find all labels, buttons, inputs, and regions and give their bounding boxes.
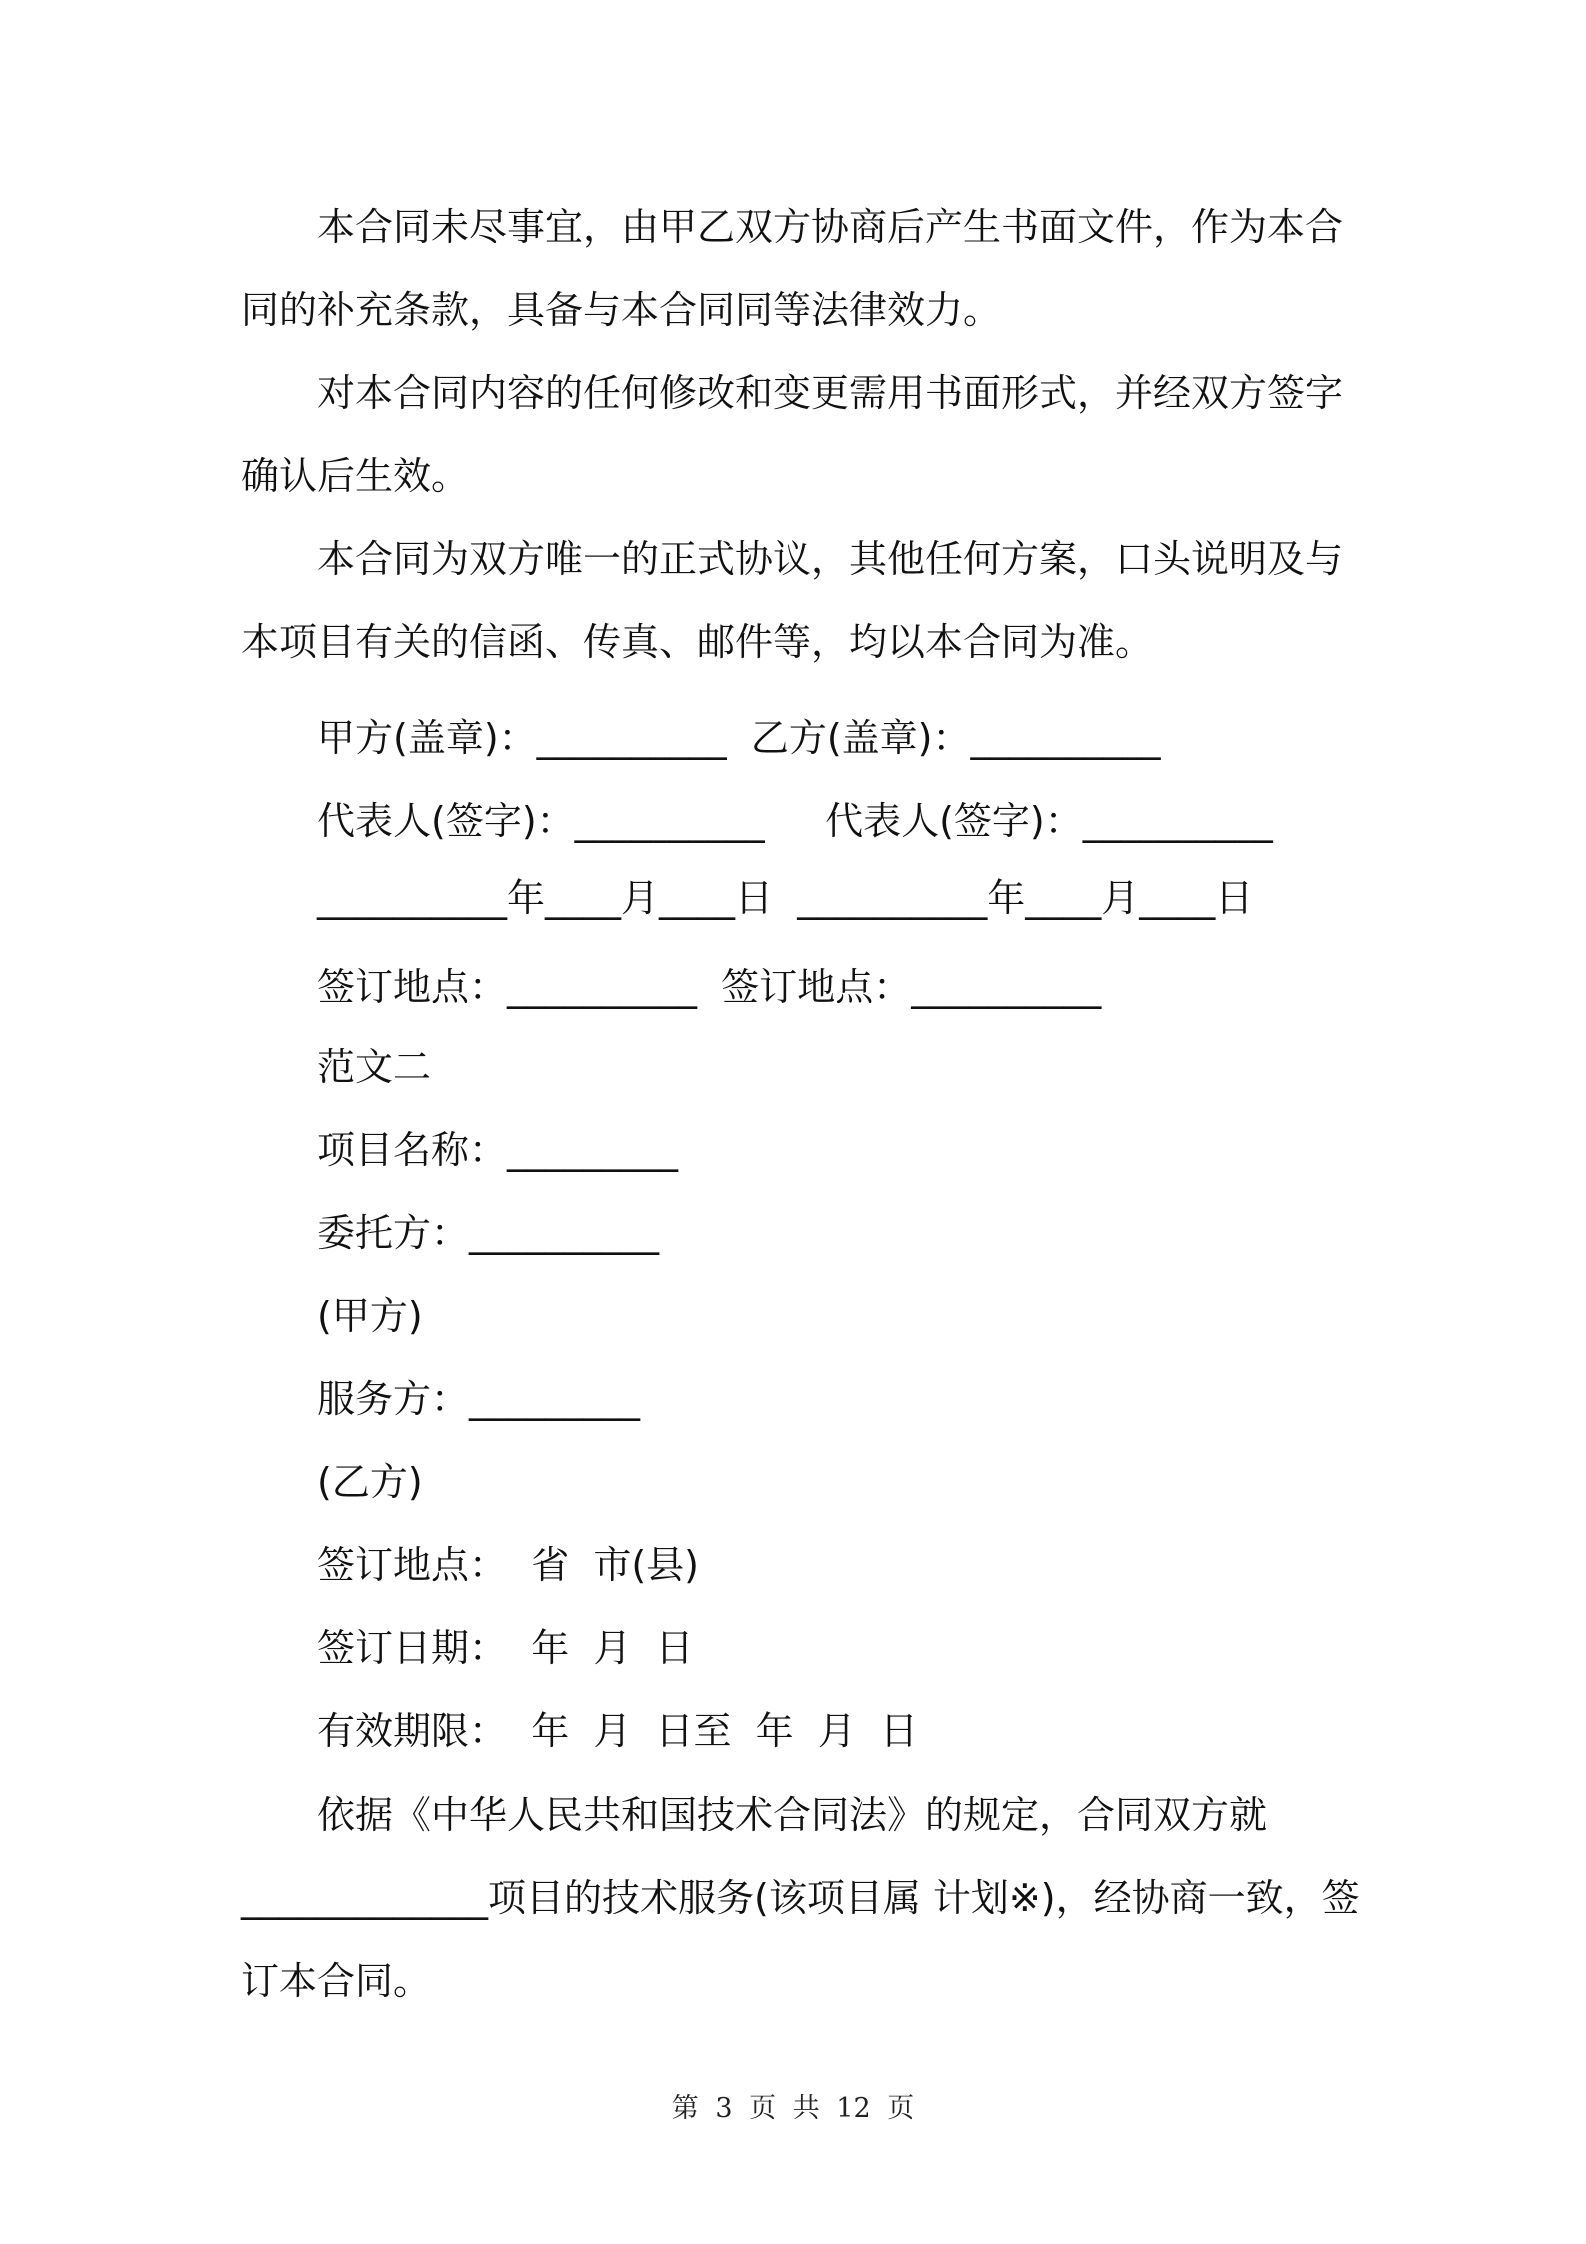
service-blank: _________ bbox=[469, 1377, 641, 1421]
party-a-seal-blank: __________ bbox=[536, 716, 727, 760]
date-a: __________年____月____日 bbox=[317, 876, 774, 920]
validity-line bbox=[317, 1706, 918, 1756]
rep-a-label: 代表人(签字)： bbox=[317, 799, 575, 843]
top-paragraphs bbox=[241, 186, 1361, 684]
party-b-seal-label: 乙方(盖章)： bbox=[750, 716, 971, 760]
date-b: __________年____月____日 bbox=[797, 876, 1254, 920]
sign-date-label: 签订日期： bbox=[317, 1626, 508, 1670]
client-blank: __________ bbox=[469, 1211, 660, 1255]
signing-place-line bbox=[317, 962, 1101, 1012]
sign-place-label: 签订地点： bbox=[317, 1543, 508, 1587]
client-note: (甲方) bbox=[317, 1294, 423, 1338]
sign-place-line bbox=[317, 1540, 699, 1590]
client-line bbox=[317, 1208, 659, 1258]
closing-paragraph: 依据《中华人民共和国技术合同法》的规定，合同双方就_____________项目的技术服务(该项目属 计划※)，经协商一致，签订本合同。 bbox=[241, 1793, 1360, 2003]
paragraph-supplement: 本合同未尽事宜，由甲乙双方协商后产生书面文件，作为本合同的补充条款，具备与本合同同等法律效力。 bbox=[241, 205, 1344, 332]
party-b-seal-blank: __________ bbox=[970, 716, 1161, 760]
paragraph-sole-agreement: 本合同为双方唯一的正式协议，其他任何方案，口头说明及与本项目有关的信函、传真、邮件等，均以本合同为准。 bbox=[241, 537, 1344, 664]
place-a-label: 签订地点： bbox=[317, 965, 508, 1009]
validity-label: 有效期限： bbox=[317, 1709, 508, 1753]
date-line bbox=[317, 873, 1253, 923]
sign-date-line bbox=[317, 1623, 694, 1673]
place-b-blank: __________ bbox=[911, 965, 1102, 1009]
closing-block bbox=[241, 1774, 1361, 2023]
party-a-seal-label: 甲方(盖章)： bbox=[317, 716, 537, 760]
project-name-label: 项目名称： bbox=[317, 1128, 508, 1172]
project-name-line bbox=[317, 1125, 678, 1175]
service-label: 服务方： bbox=[317, 1377, 470, 1421]
paragraph-modification: 对本合同内容的任何修改和变更需用书面形式，并经双方签字确认后生效。 bbox=[241, 371, 1344, 498]
sample-title: 范文二 bbox=[317, 1045, 432, 1089]
rep-a-blank: __________ bbox=[574, 799, 765, 843]
seal-line bbox=[317, 713, 1160, 763]
rep-b-blank: __________ bbox=[1082, 799, 1273, 843]
sign-place-value: 省 市(县) bbox=[531, 1543, 699, 1587]
rep-b-label: 代表人(签字)： bbox=[825, 799, 1083, 843]
place-a-blank: __________ bbox=[507, 965, 698, 1009]
sign-date-value: 年 月 日 bbox=[531, 1626, 694, 1670]
client-label: 委托方： bbox=[317, 1211, 470, 1255]
page-footer: 第 3 页 共 12 页 bbox=[671, 2093, 915, 2124]
service-note: (乙方) bbox=[317, 1460, 423, 1504]
service-line bbox=[317, 1374, 640, 1424]
project-name-blank: _________ bbox=[507, 1128, 679, 1172]
representative-line bbox=[317, 796, 1273, 846]
validity-value: 年 月 日至 年 月 日 bbox=[531, 1709, 918, 1753]
place-b-label: 签订地点： bbox=[721, 965, 912, 1009]
